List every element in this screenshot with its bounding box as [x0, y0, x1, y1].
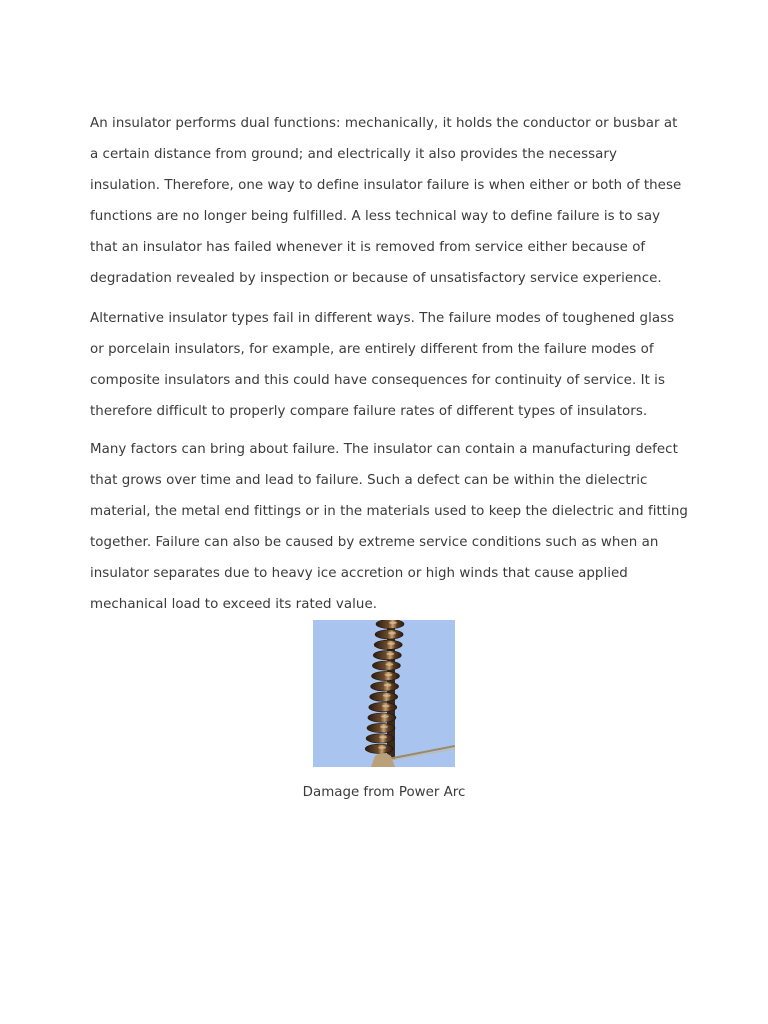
text-line: mechanical load to exceed its rated value. [90, 597, 378, 612]
paragraph-insulator-functions [90, 108, 690, 294]
shed-highlight [389, 622, 397, 625]
shed-highlight [382, 705, 390, 708]
insulator-shed [372, 661, 400, 670]
text-line: functions are no longer being fulfilled. A less technical way to define failure is to say [90, 209, 661, 224]
text-line: that an insulator has failed whenever it is removed from service either because of [90, 240, 646, 255]
shed-highlight [385, 663, 393, 666]
shed-highlight [379, 736, 387, 739]
text-line: Many factors can bring about failure. The insulator can contain a manufacturing defect [90, 442, 678, 457]
paragraph-failure-factors [90, 434, 690, 620]
text-line: material, the metal end fittings or in the materials used to keep the dielectric and fitting [90, 504, 688, 519]
text-line: An insulator performs dual functions: mechanically, it holds the conductor or busbar at [90, 116, 678, 131]
text-line: a certain distance from ground; and electrically it also provides the necessary [90, 147, 617, 162]
insulator-shed [373, 651, 401, 660]
insulator-shed [374, 640, 402, 649]
insulator-shed [365, 744, 393, 753]
text-line: composite insulators and this could have consequences for continuity of service. It is [90, 373, 665, 388]
text-line: Alternative insulator types fail in different ways. The failure modes of toughened glass [90, 311, 675, 326]
figure-caption: Damage from Power Arc [302, 785, 466, 800]
paragraph-insulator-types [90, 303, 690, 427]
insulator-photo [313, 620, 455, 767]
insulator-shed [366, 734, 394, 743]
text-line: together. Failure can also be caused by extreme service conditions such as when an [90, 535, 659, 550]
insulator-illustration [313, 620, 455, 767]
insulator-shed [375, 630, 403, 639]
text-line: or porcelain insulators, for example, are entirely different from the failure modes of [90, 342, 654, 357]
insulator-shed [367, 723, 395, 732]
insulator-shed [376, 620, 404, 629]
insulator-shed [370, 692, 398, 701]
shed-highlight [388, 632, 396, 635]
insulator-shed [369, 703, 397, 712]
text-line: that grows over time and lead to failure. Such a defect can be within the dielectric [90, 473, 648, 488]
shed-highlight [383, 694, 391, 697]
insulator-shed [371, 682, 399, 691]
text-line: therefore difficult to properly compare failure rates of different types of insulators. [90, 404, 648, 419]
shed-highlight [385, 674, 393, 677]
insulator-shed [368, 713, 396, 722]
shed-highlight [380, 726, 388, 729]
shed-highlight [387, 642, 395, 645]
text-line: degradation revealed by inspection or because of unsatisfactory service experience. [90, 271, 662, 286]
text-line: insulator separates due to heavy ice accretion or high winds that cause applied [90, 566, 628, 581]
text-line: insulation. Therefore, one way to define insulator failure is when either or both of these [90, 178, 682, 193]
shed-highlight [386, 653, 394, 656]
shed-highlight [381, 715, 389, 718]
insulator-shed [372, 671, 400, 680]
shed-highlight [384, 684, 392, 687]
shed-highlight [378, 746, 386, 749]
